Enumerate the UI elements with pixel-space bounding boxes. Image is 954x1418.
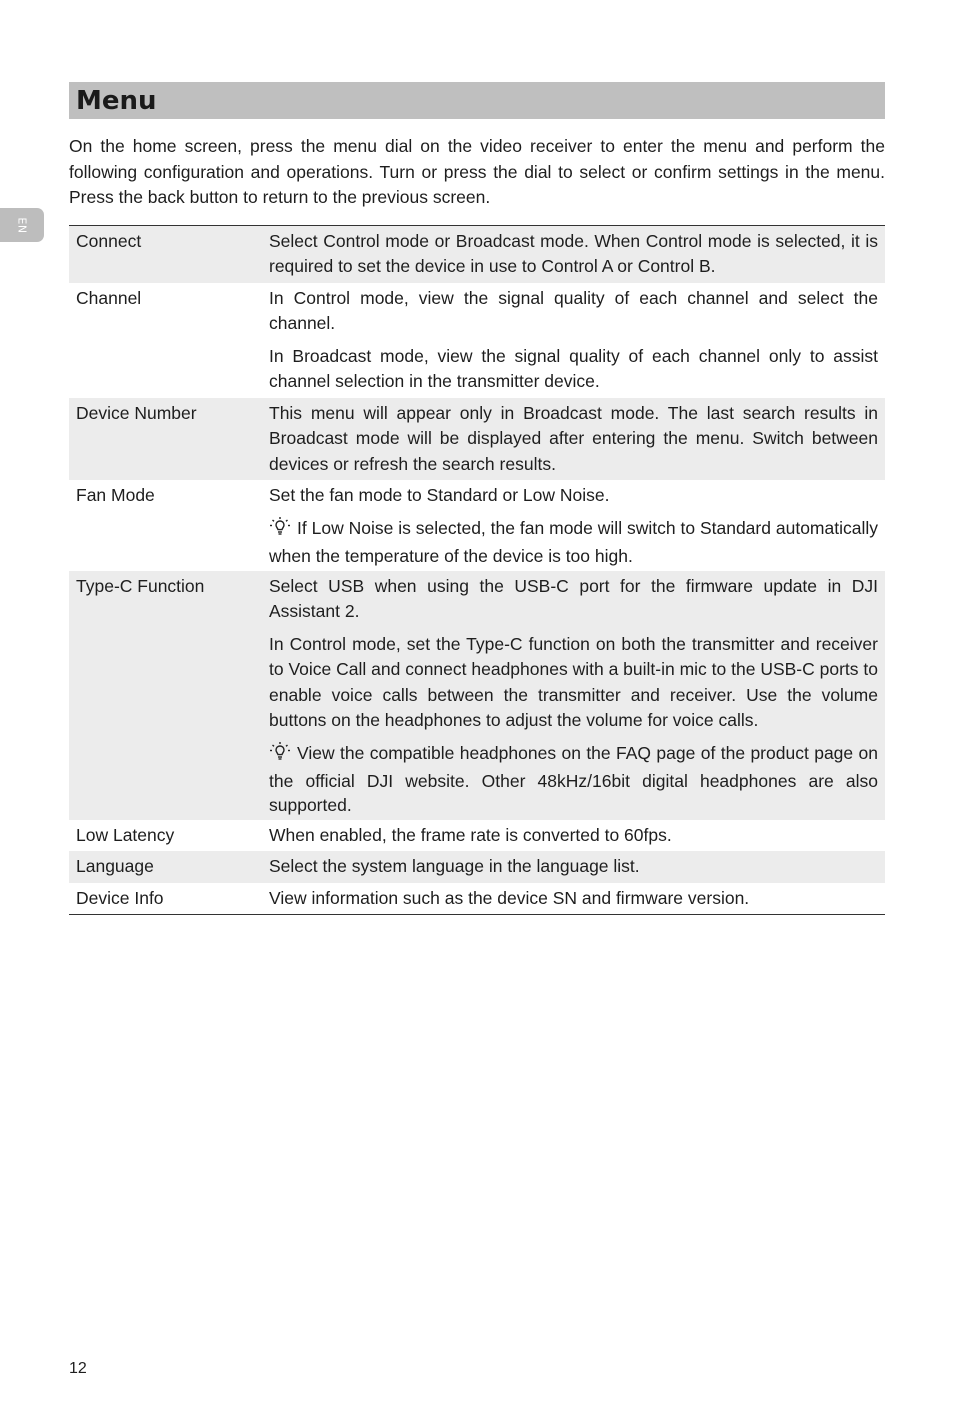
row-name: Device Number xyxy=(69,398,262,481)
description-paragraph: In Broadcast mode, view the signal quality of each channel only to assist channel selection in the transmitter device. xyxy=(269,345,878,391)
intro-paragraph: On the home screen, press the menu dial on the video receiver to enter the menu and perform the following configuration and operations. Turn or press the dial to select or confirm settings in the menu. Press the back button to return to the previous screen. xyxy=(69,136,885,207)
page-number: 12 xyxy=(69,1360,87,1377)
row-name: Connect xyxy=(69,225,262,283)
table-row-low-latency xyxy=(69,820,885,852)
language-tab-label: EN xyxy=(15,216,29,234)
row-name: Fan Mode xyxy=(76,485,155,505)
row-description xyxy=(262,883,885,915)
page-content xyxy=(69,82,885,915)
table-row-language xyxy=(69,851,885,883)
table-row-fan-mode xyxy=(69,480,885,571)
row-name: Type-C Function xyxy=(69,571,262,820)
row-description xyxy=(262,851,885,883)
menu-table xyxy=(69,225,885,916)
table-row-device-number xyxy=(69,398,885,481)
row-name: Language xyxy=(69,851,262,883)
description-paragraph: When enabled, the frame rate is converted to 60fps. xyxy=(269,824,672,845)
table-row-channel xyxy=(69,283,885,398)
description-paragraph: Select USB when using the USB-C port for the firmware update in DJI Assistant 2. xyxy=(269,575,878,621)
tip-text: If Low Noise is selected, the fan mode will switch to Standard automatically when the temperature of the device is too high. xyxy=(269,517,878,566)
table-row-device-info xyxy=(69,883,885,915)
row-description xyxy=(262,225,885,283)
row-description xyxy=(262,820,885,852)
description-paragraph: In Control mode, view the signal quality of each channel and select the channel. xyxy=(269,287,878,333)
tip-paragraph xyxy=(269,741,878,817)
language-tab xyxy=(0,208,44,242)
description-paragraph: This menu will appear only in Broadcast mode. The last search results in Broadcast mode will be displayed after entering the menu. Switch between devices or refresh the search results. xyxy=(269,402,878,474)
lightbulb-tip-icon xyxy=(269,516,291,544)
section-heading: Menu xyxy=(69,82,885,119)
table-row-connect xyxy=(69,225,885,283)
row-name: Device Info xyxy=(76,887,164,908)
description-paragraph: Select Control mode or Broadcast mode. When Control mode is selected, it is required to set the device in use to Control A or Control B. xyxy=(269,230,878,276)
description-paragraph: Set the fan mode to Standard or Low Noise. xyxy=(269,485,610,505)
lightbulb-tip-icon xyxy=(269,741,291,769)
row-description xyxy=(262,571,885,820)
row-description xyxy=(262,480,885,571)
description-paragraph: View information such as the device SN and firmware version. xyxy=(269,887,750,908)
row-description xyxy=(262,283,885,398)
row-description xyxy=(262,398,885,481)
row-name: Channel xyxy=(76,287,142,308)
description-paragraph: Select the system language in the language list. xyxy=(269,856,640,876)
table-row-type-c-function xyxy=(69,571,885,820)
tip-text: View the compatible headphones on the FAQ page of the product page on the official DJI website. Other 48kHz/16bit digital headphones are also supported. xyxy=(269,742,878,815)
description-paragraph: In Control mode, set the Type-C function on both the transmitter and receiver to Voice Call and connect headphones with a built-in mic to the USB-C ports to enable voice calls between the transmitter and receiver. Use the volume buttons on the headphones to adjust the volume for voice calls. xyxy=(269,633,878,730)
tip-paragraph xyxy=(269,516,878,568)
row-name: Low Latency xyxy=(76,824,175,845)
